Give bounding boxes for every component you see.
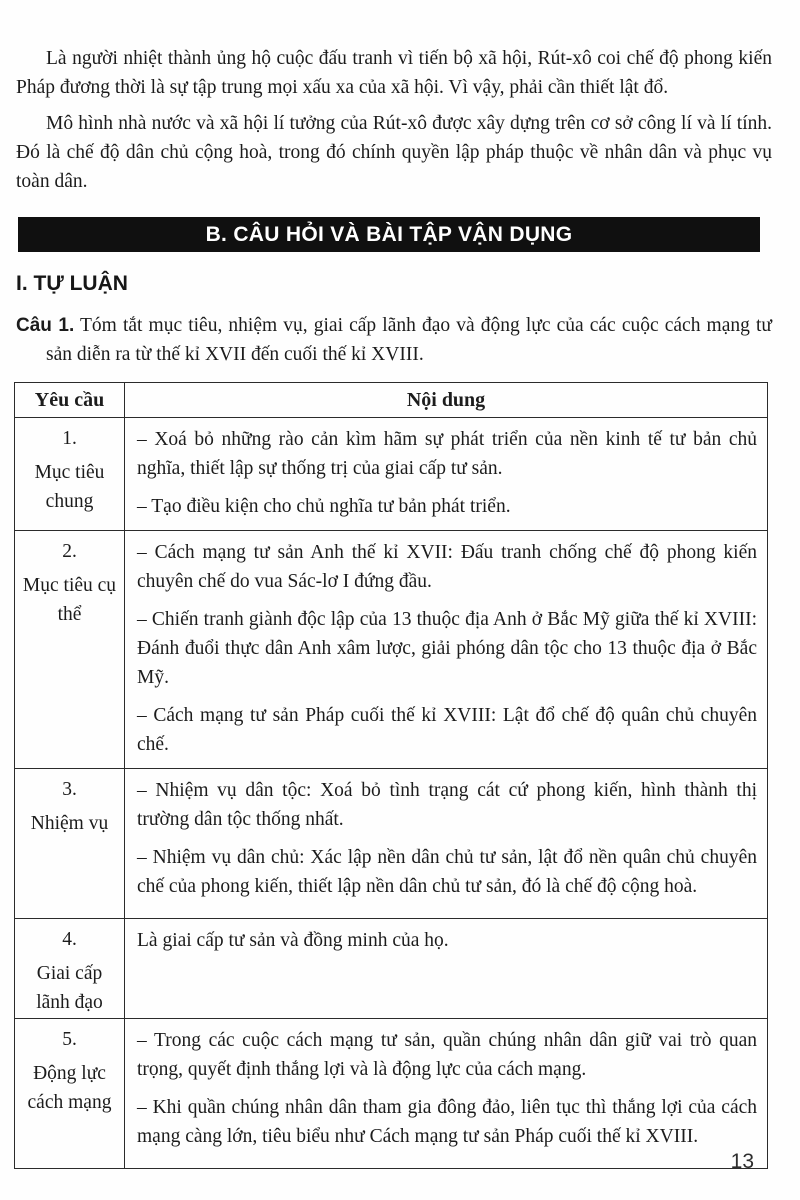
subsection-heading: I. TỰ LUẬN — [16, 272, 128, 295]
table-header-noi-dung: Nội dung — [125, 383, 768, 418]
row1-content — [125, 418, 768, 531]
section-banner-title: B. CÂU HỎI VÀ BÀI TẬP VẬN DỤNG — [205, 222, 573, 246]
row5-requirement — [15, 1019, 125, 1169]
row3-item-1: – Nhiệm vụ dân tộc: Xoá bỏ tình trạng cát cứ phong kiến, hình thành thị trường dân tộc thống nhất. — [137, 780, 757, 830]
row4-label: Giai cấp lãnh đạo — [36, 963, 103, 1013]
row3-item-2: – Nhiệm vụ dân chủ: Xác lập nền dân chủ tư sản, lật đổ nền quân chủ chuyên chế của phong kiến, thiết lập nền dân chủ tư sản, đó là chế độ cộng hoà. — [137, 847, 757, 897]
section-banner — [18, 217, 760, 252]
row5-content — [125, 1019, 768, 1169]
table-row — [15, 919, 768, 1019]
table-header-yeu-cau: Yêu cầu — [15, 383, 125, 418]
row3-requirement — [15, 769, 125, 919]
page-number: 13 — [730, 1150, 754, 1173]
row2-item-1: – Cách mạng tư sản Anh thế kỉ XVII: Đấu tranh chống chế độ phong kiến chuyên chế do vua Sác-lơ I đứng đầu. — [137, 542, 757, 592]
row2-requirement — [15, 531, 125, 769]
row4-number: 4. — [62, 929, 77, 950]
row5-item-2: – Khi quần chúng nhân dân tham gia đông đảo, liên tục thì thắng lợi của cách mạng càng lớn, tiêu biểu như Cách mạng tư sản Pháp cuối thế kỉ XVIII. — [137, 1097, 757, 1147]
row2-number: 2. — [62, 541, 77, 562]
row3-number: 3. — [62, 779, 77, 800]
table-row — [15, 769, 768, 919]
question-1 — [16, 311, 772, 369]
summary-table — [14, 382, 768, 1169]
row2-content — [125, 531, 768, 769]
row4-content — [125, 919, 768, 1019]
row5-label: Động lực cách mạng — [27, 1063, 112, 1113]
row2-item-2: – Chiến tranh giành độc lập của 13 thuộc địa Anh ở Bắc Mỹ giữa thế kỉ XVIII: Đánh đuổi thực dân Anh xâm lược, giải phóng dân tộc cho 13 thuộc địa ở Bắc Mỹ. — [137, 609, 757, 688]
question-1-text: Tóm tắt mục tiêu, nhiệm vụ, giai cấp lãnh đạo và động lực của các cuộc cách mạng tư sản diễn ra từ thế kỉ XVII đến cuối thế kỉ XVIII. — [46, 315, 772, 365]
row4-item-1: Là giai cấp tư sản và đồng minh của họ. — [137, 930, 449, 951]
table-header-row — [15, 383, 768, 418]
intro-paragraph-2: Mô hình nhà nước và xã hội lí tưởng của Rút-xô được xây dựng trên cơ sở công lí và lí tính. Đó là chế độ dân chủ cộng hoà, trong đó chính quyền lập pháp thuộc về nhân dân và phục vụ toàn dân. — [16, 113, 772, 192]
table-row — [15, 531, 768, 769]
row3-content — [125, 769, 768, 919]
row5-number: 5. — [62, 1029, 77, 1050]
row1-item-2: – Tạo điều kiện cho chủ nghĩa tư bản phát triển. — [137, 496, 511, 517]
row1-requirement — [15, 418, 125, 531]
row1-number: 1. — [62, 428, 77, 449]
table-row — [15, 1019, 768, 1169]
row2-label: Mục tiêu cụ thể — [22, 575, 117, 625]
row2-item-3: – Cách mạng tư sản Pháp cuối thế kỉ XVIII: Lật đổ chế độ quân chủ chuyên chế. — [137, 705, 757, 755]
row4-requirement — [15, 919, 125, 1019]
row1-label: Mục tiêu chung — [34, 462, 105, 512]
row3-label: Nhiệm vụ — [30, 813, 109, 834]
intro-paragraph-1: Là người nhiệt thành ủng hộ cuộc đấu tranh vì tiến bộ xã hội, Rút-xô coi chế độ phong kiến Pháp đương thời là sự tập trung mọi xấu xa của xã hội. Vì vậy, phải cần thiết lật đổ. — [16, 48, 772, 98]
row5-item-1: – Trong các cuộc cách mạng tư sản, quần chúng nhân dân giữ vai trò quan trọng, quyết định thắng lợi và là động lực của cách mạng. — [137, 1030, 757, 1080]
question-1-label: Câu 1. — [16, 315, 75, 336]
row1-item-1: – Xoá bỏ những rào cản kìm hãm sự phát triển của nền kinh tế tư bản chủ nghĩa, thiết lập sự thống trị của giai cấp tư sản. — [137, 429, 757, 479]
table-row — [15, 418, 768, 531]
